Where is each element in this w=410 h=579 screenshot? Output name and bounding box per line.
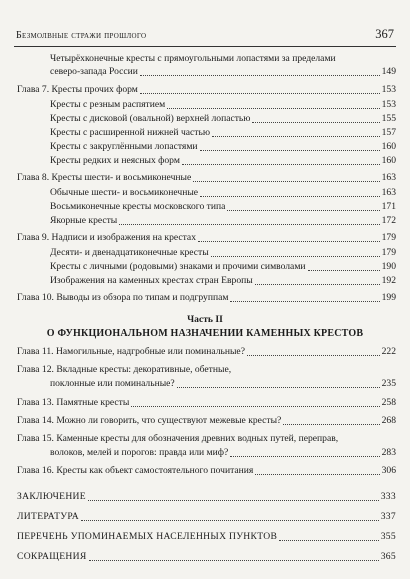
toc-entry-title: СОКРАЩЕНИЯ xyxy=(17,551,87,562)
toc-chapter xyxy=(17,397,396,409)
toc-entry-title: Восьмиконечные кресты московского типа xyxy=(50,201,226,212)
toc-entry-title: Кресты с дисковой (овальной) верхней лопастью xyxy=(50,113,251,124)
toc-entry-page: 190 xyxy=(381,261,396,272)
page-header xyxy=(14,27,396,47)
leader-dots xyxy=(252,122,379,123)
toc-section xyxy=(17,491,396,503)
toc-entry-page: 258 xyxy=(381,397,396,408)
leader-dots xyxy=(230,301,379,302)
toc-entry-page: 157 xyxy=(381,127,396,138)
leader-dots xyxy=(193,181,379,182)
toc-entry-page: 160 xyxy=(381,141,396,152)
leader-dots xyxy=(230,456,379,457)
leader-dots xyxy=(140,93,380,94)
toc-chapter xyxy=(17,292,396,304)
leader-dots xyxy=(279,540,379,541)
toc-entry-title: Кресты с личными (родовыми) знаками и прочими символами xyxy=(50,261,306,272)
toc-entry xyxy=(50,155,396,167)
leader-dots xyxy=(167,108,379,109)
toc-entry-title: Якорные кресты xyxy=(50,215,118,226)
toc-entry-page: 179 xyxy=(381,232,396,243)
leader-dots xyxy=(200,150,380,151)
running-title: Безмолвные стражи прошлого xyxy=(16,30,147,41)
leader-dots xyxy=(198,241,380,242)
toc-chapter xyxy=(17,84,396,96)
leader-dots xyxy=(131,406,379,407)
toc-entry-title: Изображения на каменных крестах стран Европы xyxy=(50,275,253,286)
toc-entry-page: 306 xyxy=(381,465,396,476)
toc-chapter-line: Глава 15. Каменные кресты для обозначения древних водных путей, переправ, xyxy=(17,433,339,444)
toc-entry-page: 179 xyxy=(381,247,396,258)
leader-dots xyxy=(119,224,379,225)
toc-entry-page: 235 xyxy=(381,378,396,389)
toc-entry xyxy=(50,275,396,287)
toc-entry-title: Глава 9. Надписи и изображения на крестах xyxy=(17,232,196,243)
toc-entry-page: 355 xyxy=(380,531,396,542)
toc-entry-title: Кресты с расширенной нижней частью xyxy=(50,127,211,138)
toc-entry-title: северо-запада России xyxy=(50,66,138,77)
toc-chapter xyxy=(17,232,396,244)
leader-dots xyxy=(89,560,379,561)
toc-entry-page: 283 xyxy=(381,447,396,458)
toc-entry xyxy=(50,113,396,125)
toc-entry-page: 192 xyxy=(381,275,396,286)
toc-entry-title: Глава 8. Кресты шести- и восьмиконечные xyxy=(17,172,192,183)
toc-entry-page: 199 xyxy=(381,292,396,303)
toc-entry-title: ПЕРЕЧЕНЬ УПОМИНАЕМЫХ НАСЕЛЕННЫХ ПУНКТОВ xyxy=(17,531,278,542)
leader-dots xyxy=(255,474,379,475)
toc-entry-page: 153 xyxy=(381,99,396,110)
toc-section xyxy=(17,511,396,523)
leader-dots xyxy=(255,284,380,285)
toc-chapter-line: Глава 12. Вкладные кресты: декоративные, обетные, xyxy=(17,364,232,375)
toc-entry-title: ЛИТЕРАТУРА xyxy=(17,511,80,522)
toc-entry xyxy=(50,66,396,78)
leader-dots xyxy=(227,210,379,211)
leader-dots xyxy=(247,355,380,356)
toc-entry-title: Кресты редких и неясных форм xyxy=(50,155,180,166)
toc-chapter xyxy=(17,346,396,358)
toc-chapter xyxy=(50,378,396,390)
toc-entry-title: Глава 7. Кресты прочих форм xyxy=(17,84,138,95)
toc-chapter xyxy=(17,415,396,427)
toc-entry xyxy=(50,127,396,139)
page-number: 367 xyxy=(375,27,394,41)
toc-entry-text: Четырёхконечные кресты с прямоугольными лопастями за пределами xyxy=(50,53,336,64)
toc-entry-page: 222 xyxy=(381,346,396,357)
toc-entry xyxy=(50,247,396,259)
toc-chapter xyxy=(17,172,396,184)
toc-entry-title: Глава 11. Намогильные, надгробные или поминальные? xyxy=(17,346,245,357)
toc-entry xyxy=(50,201,396,213)
leader-dots xyxy=(283,424,379,425)
toc-entry-page: 333 xyxy=(380,491,396,502)
leader-dots xyxy=(308,270,380,271)
toc-entry-page: 365 xyxy=(380,551,396,562)
leader-dots xyxy=(200,196,380,197)
toc-entry-page: 160 xyxy=(381,155,396,166)
toc-entry-page: 163 xyxy=(381,187,396,198)
toc-entry xyxy=(50,99,396,111)
toc-entry-page: 153 xyxy=(381,84,396,95)
leader-dots xyxy=(182,164,380,165)
toc-entry-page: 171 xyxy=(381,201,396,212)
toc-entry-title: Обычные шести- и восьмиконечные xyxy=(50,187,199,198)
leader-dots xyxy=(81,520,379,521)
leader-dots xyxy=(212,136,380,137)
toc-entry xyxy=(50,261,396,273)
toc-entry-page: 268 xyxy=(381,415,396,426)
toc-entry xyxy=(50,215,396,227)
toc-entry-title: Глава 16. Кресты как объект самостоятельного почитания xyxy=(17,465,254,476)
leader-dots xyxy=(88,500,379,501)
toc-section xyxy=(17,551,396,563)
toc-entry-title: Кресты с резным распятием xyxy=(50,99,166,110)
toc-chapter xyxy=(17,465,396,477)
toc-entry-title: поклонные или поминальные? xyxy=(50,378,175,389)
toc-entry-page: 172 xyxy=(381,215,396,226)
toc-entry-title: Глава 13. Памятные кресты xyxy=(17,397,130,408)
toc-entry-title: Глава 14. Можно ли говорить, что существуют межевые кресты? xyxy=(17,415,282,426)
toc-entry xyxy=(50,141,396,153)
leader-dots xyxy=(140,75,380,76)
toc-entry xyxy=(50,187,396,199)
part-title: О ФУНКЦИОНАЛЬНОМ НАЗНАЧЕНИИ КАМЕННЫХ КРЕСТОВ xyxy=(46,328,364,339)
leader-dots xyxy=(211,256,380,257)
toc-entry-title: волоков, мелей и порогов: правда или миф? xyxy=(50,447,229,458)
toc-entry-page: 337 xyxy=(380,511,396,522)
toc-entry-title: ЗАКЛЮЧЕНИЕ xyxy=(17,491,86,502)
toc-chapter xyxy=(50,447,396,459)
toc-section xyxy=(17,531,396,543)
toc-entry-title: Кресты с закруглёнными лопастями xyxy=(50,141,198,152)
toc-entry-title: Десяти- и двенадцатиконечные кресты xyxy=(50,247,209,258)
toc-entry-page: 149 xyxy=(381,66,396,77)
toc-entry-title: Глава 10. Выводы из обзора по типам и подгруппам xyxy=(17,292,229,303)
leader-dots xyxy=(177,387,380,388)
toc-entry-page: 155 xyxy=(381,113,396,124)
part-label: Часть II xyxy=(187,314,223,325)
toc-entry-page: 163 xyxy=(381,172,396,183)
